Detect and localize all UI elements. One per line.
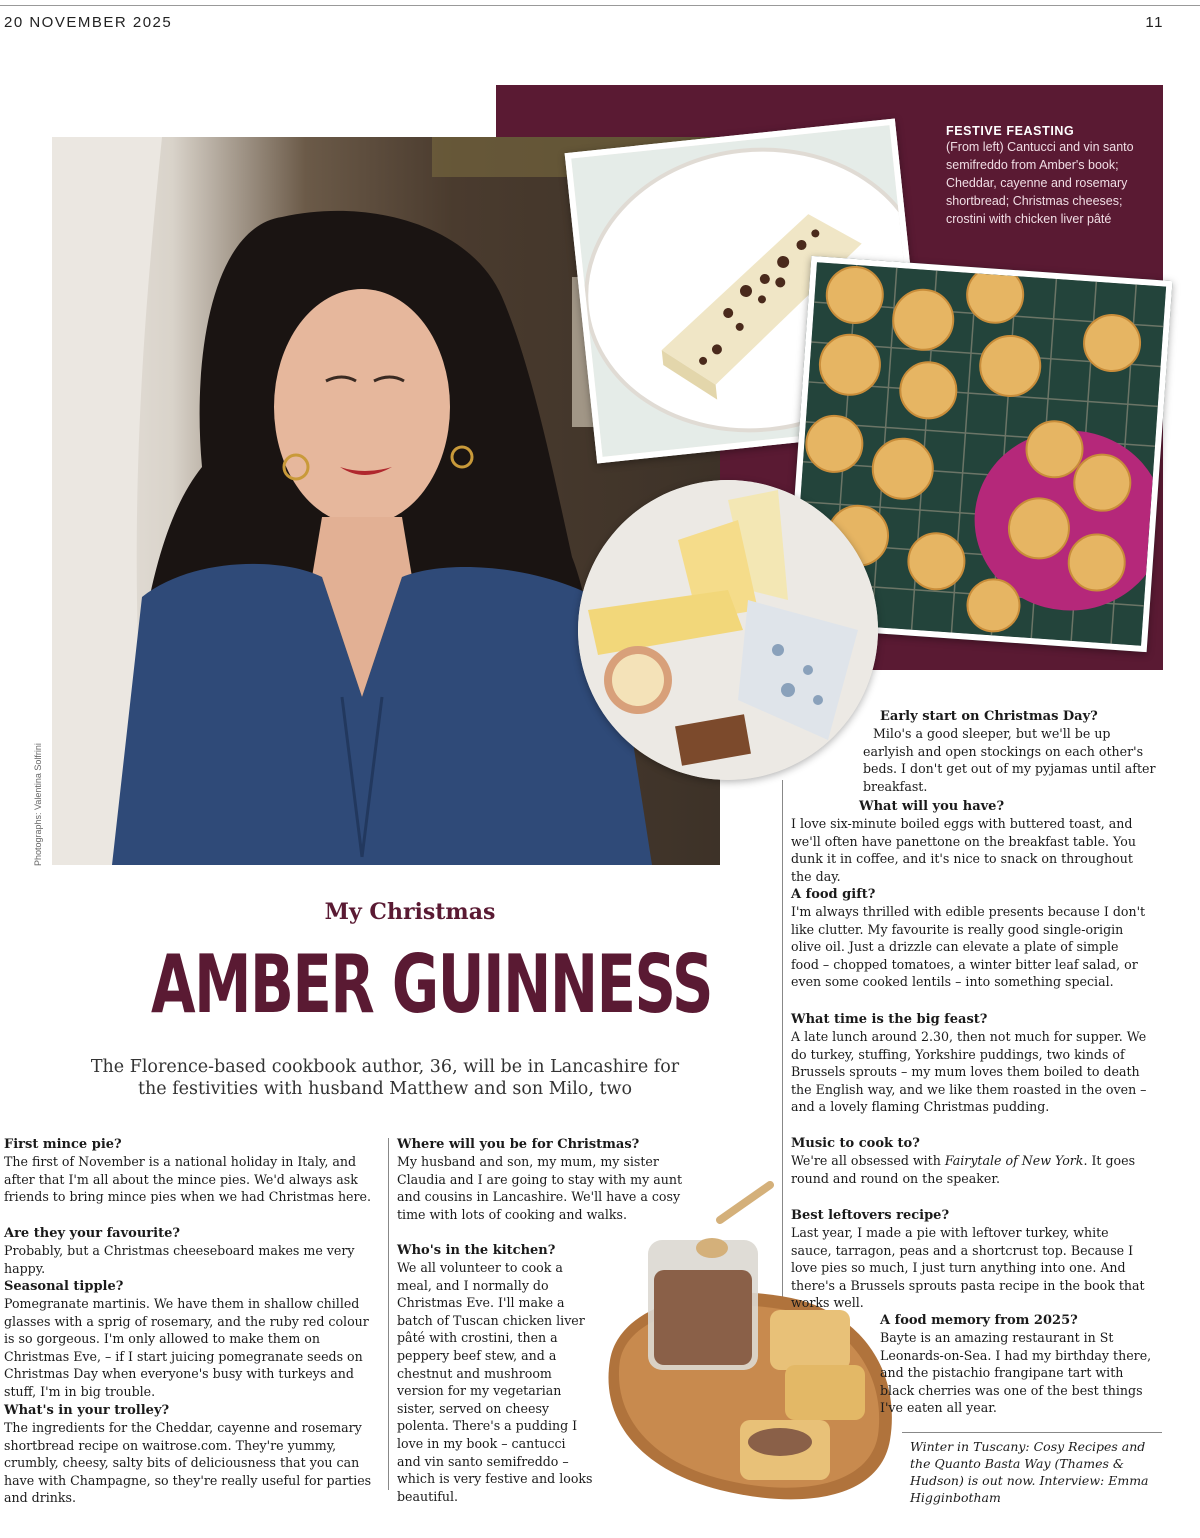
question: A food gift? xyxy=(791,887,876,902)
answer: Probably, but a Christmas cheeseboard makes me very happy. xyxy=(4,1243,355,1276)
question: A food memory from 2025? xyxy=(880,1313,1078,1328)
qa-what-will-you-have xyxy=(791,799,1149,885)
qa-food-memory xyxy=(880,1313,1160,1417)
answer: The first of November is a national holiday in Italy, and after that I'm all about the mince pies. We'd always ask friends to bring mince pies when we had Christmas here. xyxy=(4,1154,371,1205)
qa-early-start xyxy=(863,709,1163,795)
qa-seasonal-tipple xyxy=(4,1279,378,1401)
answer: A late lunch around 2.30, then not much for supper. We do turkey, stuffing, Yorkshire puddings, two kinds of Brussels sprouts – my mum loves them boiled to death the English way, and we like them roasted in the oven – and a lovely flaming Christmas pudding. xyxy=(791,1029,1147,1115)
question: Who's in the kitchen? xyxy=(397,1243,556,1258)
page-number: 11 xyxy=(1145,14,1164,31)
answer: Pomegranate martinis. We have them in shallow chilled glasses with a sprig of rosemary, and the ruby red colour is so gorgeous. I'm only allowed to make them on Christmas Eve, – if I start juicing pomegranate seeds on Christmas Day when everyone's busy with turkeys and stuff, I'm in big trouble. xyxy=(4,1296,369,1399)
question: Where will you be for Christmas? xyxy=(397,1137,640,1152)
qa-trolley xyxy=(4,1403,378,1507)
qa-leftovers xyxy=(791,1208,1153,1312)
standfirst: The Florence-based cookbook author, 36, will be in Lancashire for the festivities with husband Matthew and son Milo, two xyxy=(90,1057,680,1099)
photo-credit: Photographs: Valentina Solfrini xyxy=(33,743,43,866)
qa-food-gift xyxy=(791,887,1149,991)
answer: We all volunteer to cook a meal, and I normally do Christmas Eve. I'll make a batch of Tuscan chicken liver pâté with crostini, then a peppery beef stew, and a chestnut and mushroom version for my vegetarian sister, served on cheesy polenta. There's a pudding I love in my book – cantucci and vin santo semifreddo – which is very festive and looks beautiful. xyxy=(397,1260,593,1504)
footnote: Winter in Tuscany: Cosy Recipes and the Quanto Basta Way (Thames & Hudson) is out now. Interview: Emma Higginbotham xyxy=(910,1439,1149,1505)
kicker: My Christmas xyxy=(324,899,496,925)
answer: Milo's a good sleeper, but we'll be up earlyish and open stockings on each other's beds. I don't get out of my pyjamas until after breakfast. xyxy=(863,726,1156,794)
answer: Last year, I made a pie with leftover turkey, white sauce, tarragon, peas and a shortcrust top. Because I love pies so much, I just turn anything into one. And there's a Brussels sprouts pasta recipe in the book that works well. xyxy=(791,1225,1145,1311)
question: What's in your trolley? xyxy=(4,1403,170,1418)
answer xyxy=(791,1152,1149,1187)
issue-date: 20 NOVEMBER 2025 xyxy=(4,14,173,31)
question: Music to cook to? xyxy=(791,1136,920,1151)
answer-text: . It goes round and round on the speaker. xyxy=(791,1153,1136,1186)
qa-favourite xyxy=(4,1226,378,1277)
answer: I'm always thrilled with edible presents because I don't like clutter. My favourite is really good single-origin olive oil. Just a drizzle can elevate a plate of simple food – chopped tomatoes, a winter bitter leaf salad, or even some cooked lentils – into something special. xyxy=(791,904,1146,990)
question: What will you have? xyxy=(859,799,1005,814)
qa-kitchen xyxy=(397,1243,593,1505)
question: First mince pie? xyxy=(4,1137,122,1152)
cheeseboard-photo xyxy=(578,480,878,780)
caption-title: FESTIVE FEASTING xyxy=(946,124,1075,138)
question: Best leftovers recipe? xyxy=(791,1208,950,1223)
answer: The ingredients for the Cheddar, cayenne and rosemary shortbread recipe on waitrose.com. They're yummy, crumbly, cheesy, salty bits of deliciousness that you can have with Champagne, so they're really useful for parties and drinks. xyxy=(4,1420,372,1506)
qa-music xyxy=(791,1136,1149,1187)
qa-big-feast xyxy=(791,1012,1149,1116)
song-title: Fairytale of New York xyxy=(944,1153,1084,1168)
footnote-rule xyxy=(902,1432,1162,1433)
question: Are they your favourite? xyxy=(4,1226,180,1241)
question: Early start on Christmas Day? xyxy=(880,709,1098,724)
answer: My husband and son, my mum, my sister Claudia and I are going to stay with my aunt and cousins in Lancashire. We'll have a cosy time with lots of cooking and walks. xyxy=(397,1154,683,1222)
photo-caption xyxy=(946,124,1146,228)
column-rule-1 xyxy=(388,1138,389,1490)
page-title: AMBER GUINNESS xyxy=(150,938,713,1031)
question: Seasonal tipple? xyxy=(4,1279,124,1294)
cheeseboard-illustration xyxy=(578,480,878,780)
qa-first-mince-pie xyxy=(4,1137,378,1206)
answer: I love six-minute boiled eggs with buttered toast, and we'll often have panettone on the breakfast table. You dunk it in coffee, and it's nice to snack on throughout the day. xyxy=(791,816,1136,884)
caption-body: (From left) Cantucci and vin santo semifreddo from Amber's book; Cheddar, cayenne and rosemary shortbread; Christmas cheeses; crostini with chicken liver pâté xyxy=(946,140,1134,226)
top-rule xyxy=(0,5,1200,6)
answer: Bayte is an amazing restaurant in St Leonards-on-Sea. I had my birthday there, and the pistachio frangipane tart with black cherries was one of the best things I've eaten all year. xyxy=(880,1330,1152,1416)
question: What time is the big feast? xyxy=(791,1012,988,1027)
answer-text: We're all obsessed with xyxy=(791,1153,945,1168)
